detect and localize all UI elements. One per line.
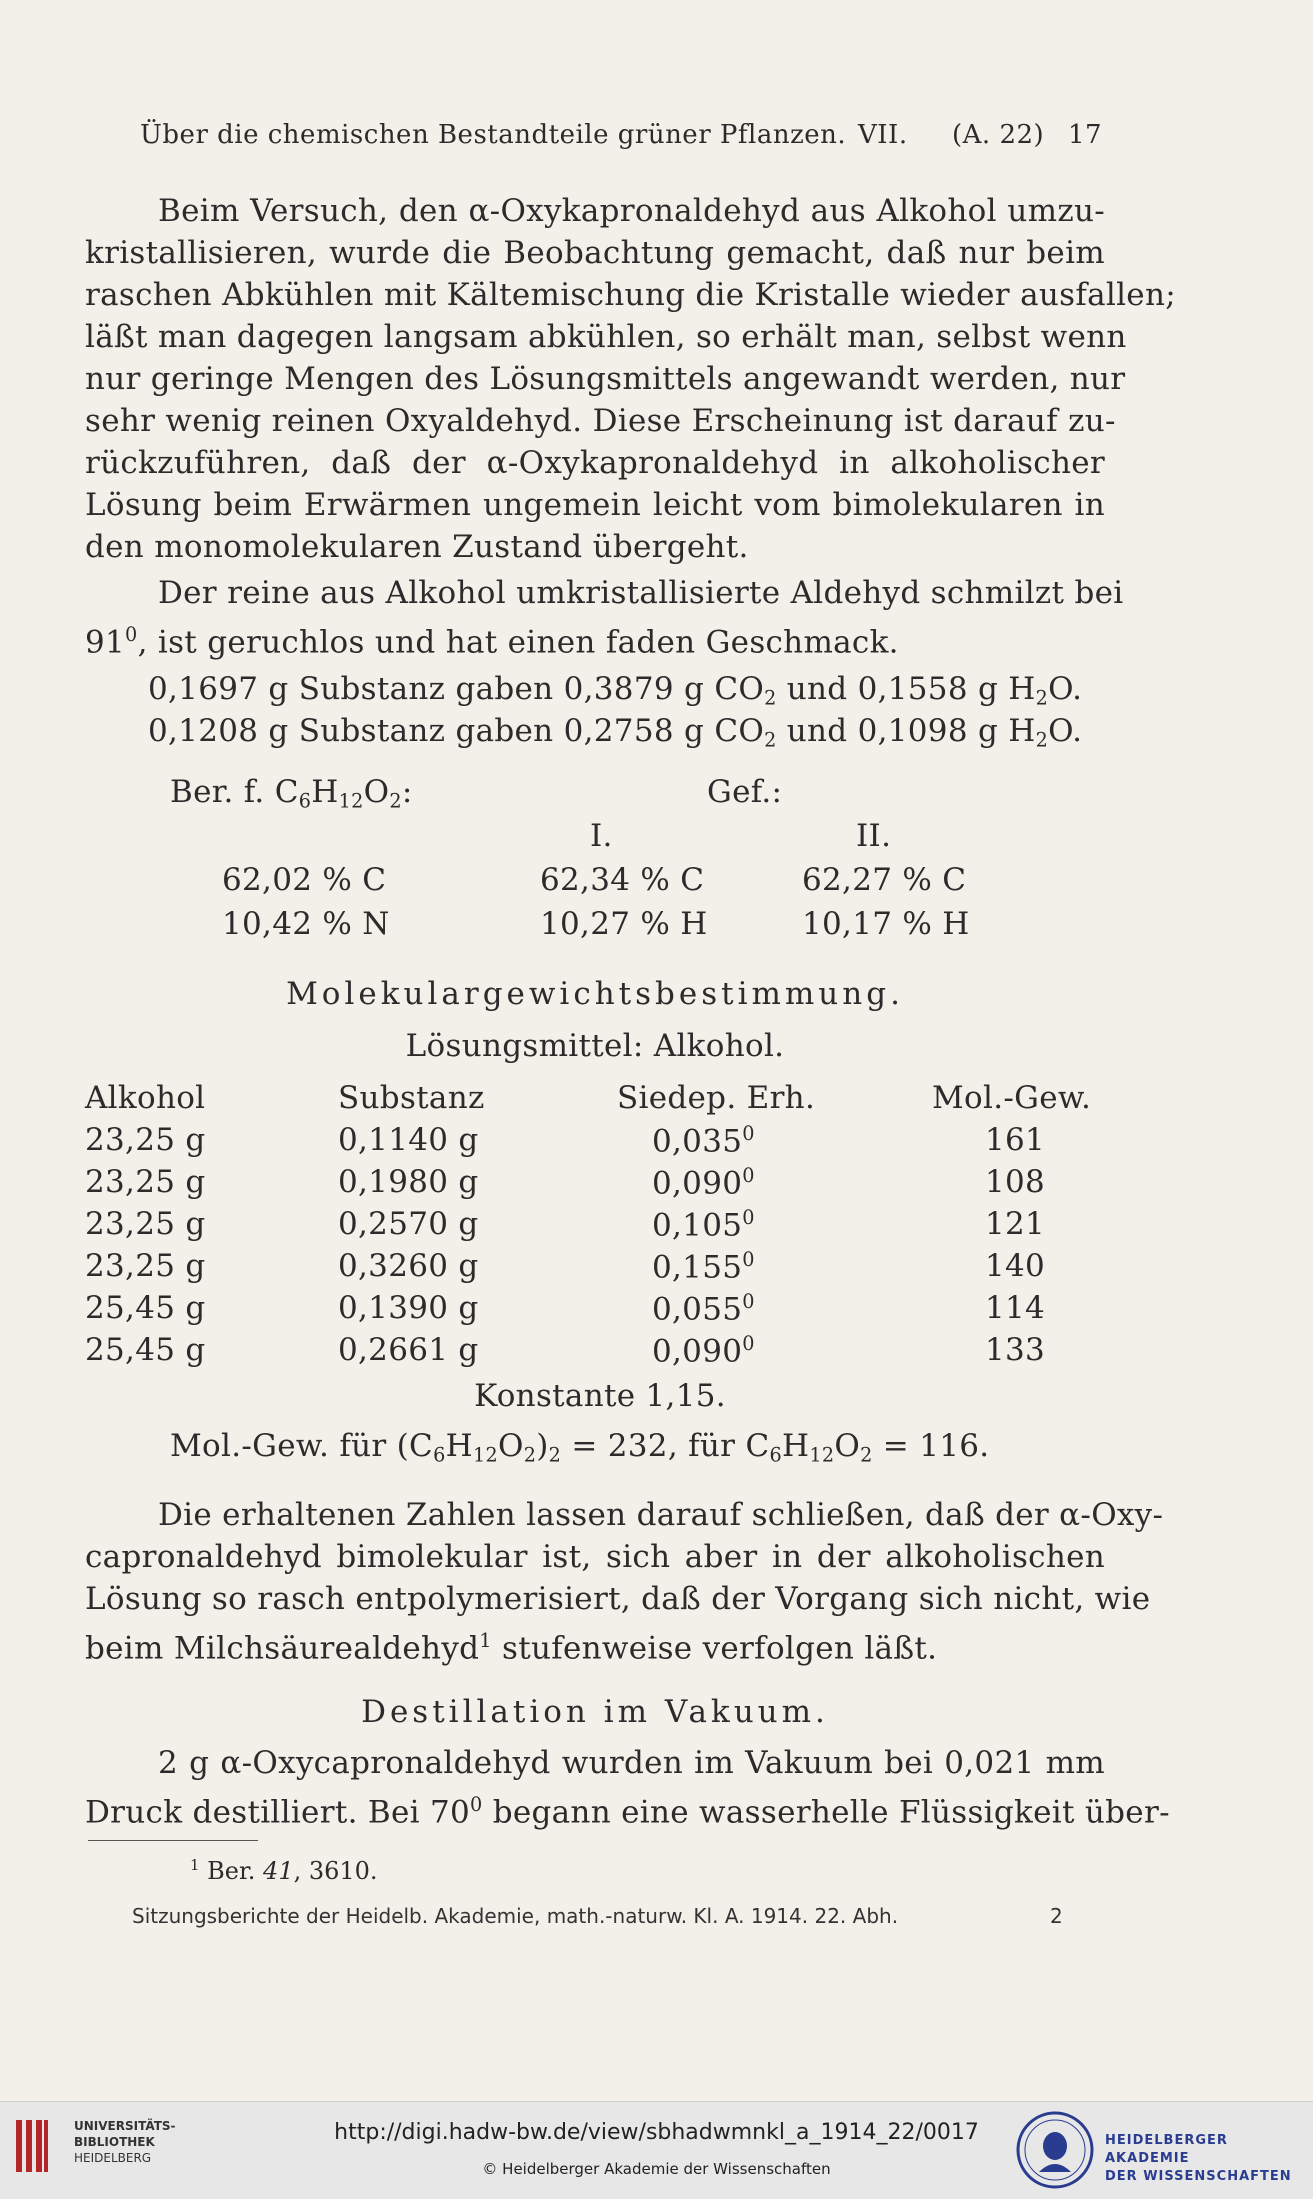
section-heading: Destillation im Vakuum.: [361, 1694, 829, 1730]
text-line: Lösung beim Erwärmen ungemein leicht vom bimolekularen in: [85, 487, 1105, 523]
table-cell: 0,3260 g: [338, 1248, 479, 1284]
text-line: nur geringe Mengen des Lösungsmittels angewandt werden, nur: [85, 361, 1126, 397]
library-line: HEIDELBERG: [74, 2151, 152, 2165]
running-header-ref: (A. 22): [952, 120, 1045, 150]
found-label: Gef.:: [707, 774, 783, 810]
table-cell: 114: [985, 1290, 1046, 1326]
table-cell: 0,1390 g: [338, 1290, 479, 1326]
table-cell: 140: [985, 1248, 1046, 1284]
table-cell: 25,45 g: [85, 1332, 206, 1368]
text-line: beim Milchsäurealdehyd$^1$ stufenweise verfolgen läßt.: [85, 1629, 938, 1667]
text-line: capronaldehyd bimolekular ist, sich aber in der alkoholischen: [85, 1539, 1105, 1575]
column-header-alkohol: Alkohol: [85, 1080, 206, 1116]
solvent-label: Lösungsmittel: Alkohol.: [405, 1028, 785, 1064]
text-line: läßt man dagegen langsam abkühlen, so erhält man, selbst wenn: [85, 319, 1127, 355]
running-footer: Sitzungsberichte der Heidelb. Akademie, math.-naturw. Kl. A. 1914. 22. Abh.: [132, 1904, 899, 1928]
column-header-substanz: Substanz: [338, 1080, 485, 1116]
table-cell: 0,055$^0$: [652, 1290, 755, 1328]
table-cell: 23,25 g: [85, 1206, 206, 1242]
table-cell: 23,25 g: [85, 1122, 206, 1158]
degree-mark: 0: [125, 623, 138, 646]
analysis-line-1: 0,1697 g Substanz gaben 0,3879 g $CO_2$ und 0,1558 g $H_2O$.: [148, 671, 1083, 710]
table-cell: 161: [985, 1122, 1046, 1158]
table-cell: 0,2570 g: [338, 1206, 479, 1242]
academy-line: DER WISSENSCHAFTEN: [1105, 2169, 1292, 2184]
molecular-weight-formula: Mol.-Gew. für $(C_6H_{12}O_2)_2 = 232$, für $C_6H_{12}O_2 = 116$.: [170, 1428, 990, 1467]
table-cell: 108: [985, 1164, 1046, 1200]
table-cell: 10,27 % H: [540, 906, 708, 942]
library-line: UNIVERSITÄTS-: [74, 2119, 176, 2133]
running-header-title: Über die chemischen Bestandteile grüner Pflanzen.: [140, 120, 847, 150]
text-line: rückzuführen, daß der α-Oxykapronaldehyd in alkoholischer: [85, 445, 1105, 481]
table-cell: 121: [985, 1206, 1046, 1242]
text-line: raschen Abkühlen mit Kältemischung die Kristalle wieder ausfallen;: [85, 277, 1176, 313]
text-line: [85, 614, 899, 664]
footnote-divider: [88, 1840, 258, 1841]
column-header-siedep: Siedep. Erh.: [617, 1080, 816, 1116]
footnote-reference: 1: [479, 1629, 492, 1652]
table-cell: 0,090$^0$: [652, 1332, 755, 1370]
table-cell: 25,45 g: [85, 1290, 206, 1326]
permalink-url[interactable]: http://digi.hadw-bw.de/view/sbhadwmnkl_a_1914_22/0017: [334, 2120, 979, 2145]
copyright-notice: © Heidelberger Akademie der Wissenschaften: [482, 2160, 831, 2178]
column-header-molgew: Mol.-Gew.: [932, 1080, 1092, 1116]
melting-point: 91: [85, 624, 126, 661]
table-cell: 0,1980 g: [338, 1164, 479, 1200]
table-cell: 23,25 g: [85, 1248, 206, 1284]
text-line: kristallisieren, wurde die Beobachtung gemacht, daß nur beim: [85, 235, 1105, 271]
table-cell: 0,090$^0$: [652, 1164, 755, 1202]
text-span: , ist geruchlos und hat einen faden Geschmack.: [137, 624, 899, 661]
academy-name: [1105, 2132, 1313, 2186]
signature-mark: 2: [1050, 1904, 1063, 1928]
section-heading: Molekulargewichtsbestimmung.: [286, 976, 904, 1012]
table-cell: 133: [985, 1332, 1046, 1368]
text-line: 2 g α-Oxycapronaldehyd wurden im Vakuum bei 0,021 mm: [158, 1745, 1105, 1781]
column-I-header: I.: [590, 818, 613, 854]
library-line: BIBLIOTHEK: [74, 2135, 155, 2149]
academy-line: HEIDELBERGER AKADEMIE: [1105, 2133, 1228, 2166]
text-line: den monomolekularen Zustand übergeht.: [85, 529, 749, 565]
page-number: 17: [1068, 120, 1103, 150]
table-cell: 0,1140 g: [338, 1122, 479, 1158]
table-cell: 0,035$^0$: [652, 1122, 755, 1160]
text-line: Druck destilliert. Bei $70^0$ begann eine wasserhelle Flüssigkeit über-: [85, 1793, 1170, 1831]
text-line: Beim Versuch, den α-Oxykapronaldehyd aus Alkohol umzu-: [158, 193, 1105, 229]
table-cell: 10,17 % H: [802, 906, 970, 942]
table-cell: 62,02 % C: [222, 862, 387, 898]
text-line: Der reine aus Alkohol umkristallisierte Aldehyd schmilzt bei: [158, 575, 1124, 611]
text-line: sehr wenig reinen Oxyaldehyd. Diese Erscheinung ist darauf zu-: [85, 403, 1116, 439]
table-cell: 62,34 % C: [540, 862, 705, 898]
analysis-line-2: 0,1208 g Substanz gaben 0,2758 g $CO_2$ und 0,1098 g $H_2O$.: [148, 713, 1083, 752]
column-II-header: II.: [856, 818, 892, 854]
text-line: Lösung so rasch entpolymerisiert, daß der Vorgang sich nicht, wie: [85, 1581, 1151, 1617]
table-cell: 62,27 % C: [802, 862, 967, 898]
table-cell: 0,155$^0$: [652, 1248, 755, 1286]
constant-label: Konstante 1,15.: [474, 1378, 726, 1414]
calculated-label: Ber. f. $C_6H_{12}O_2$:: [170, 774, 413, 813]
text-line: Die erhaltenen Zahlen lassen darauf schließen, daß der α-Oxy-: [158, 1497, 1164, 1533]
table-cell: 23,25 g: [85, 1164, 206, 1200]
running-header-part: VII.: [858, 120, 908, 150]
table-cell: 10,42 % N: [222, 906, 390, 942]
table-cell: 0,105$^0$: [652, 1206, 755, 1244]
table-cell: 0,2661 g: [338, 1332, 479, 1368]
footnote: $^1$ Ber. 41, 3610.: [190, 1856, 378, 1885]
academy-seal-icon: [1015, 2110, 1095, 2190]
